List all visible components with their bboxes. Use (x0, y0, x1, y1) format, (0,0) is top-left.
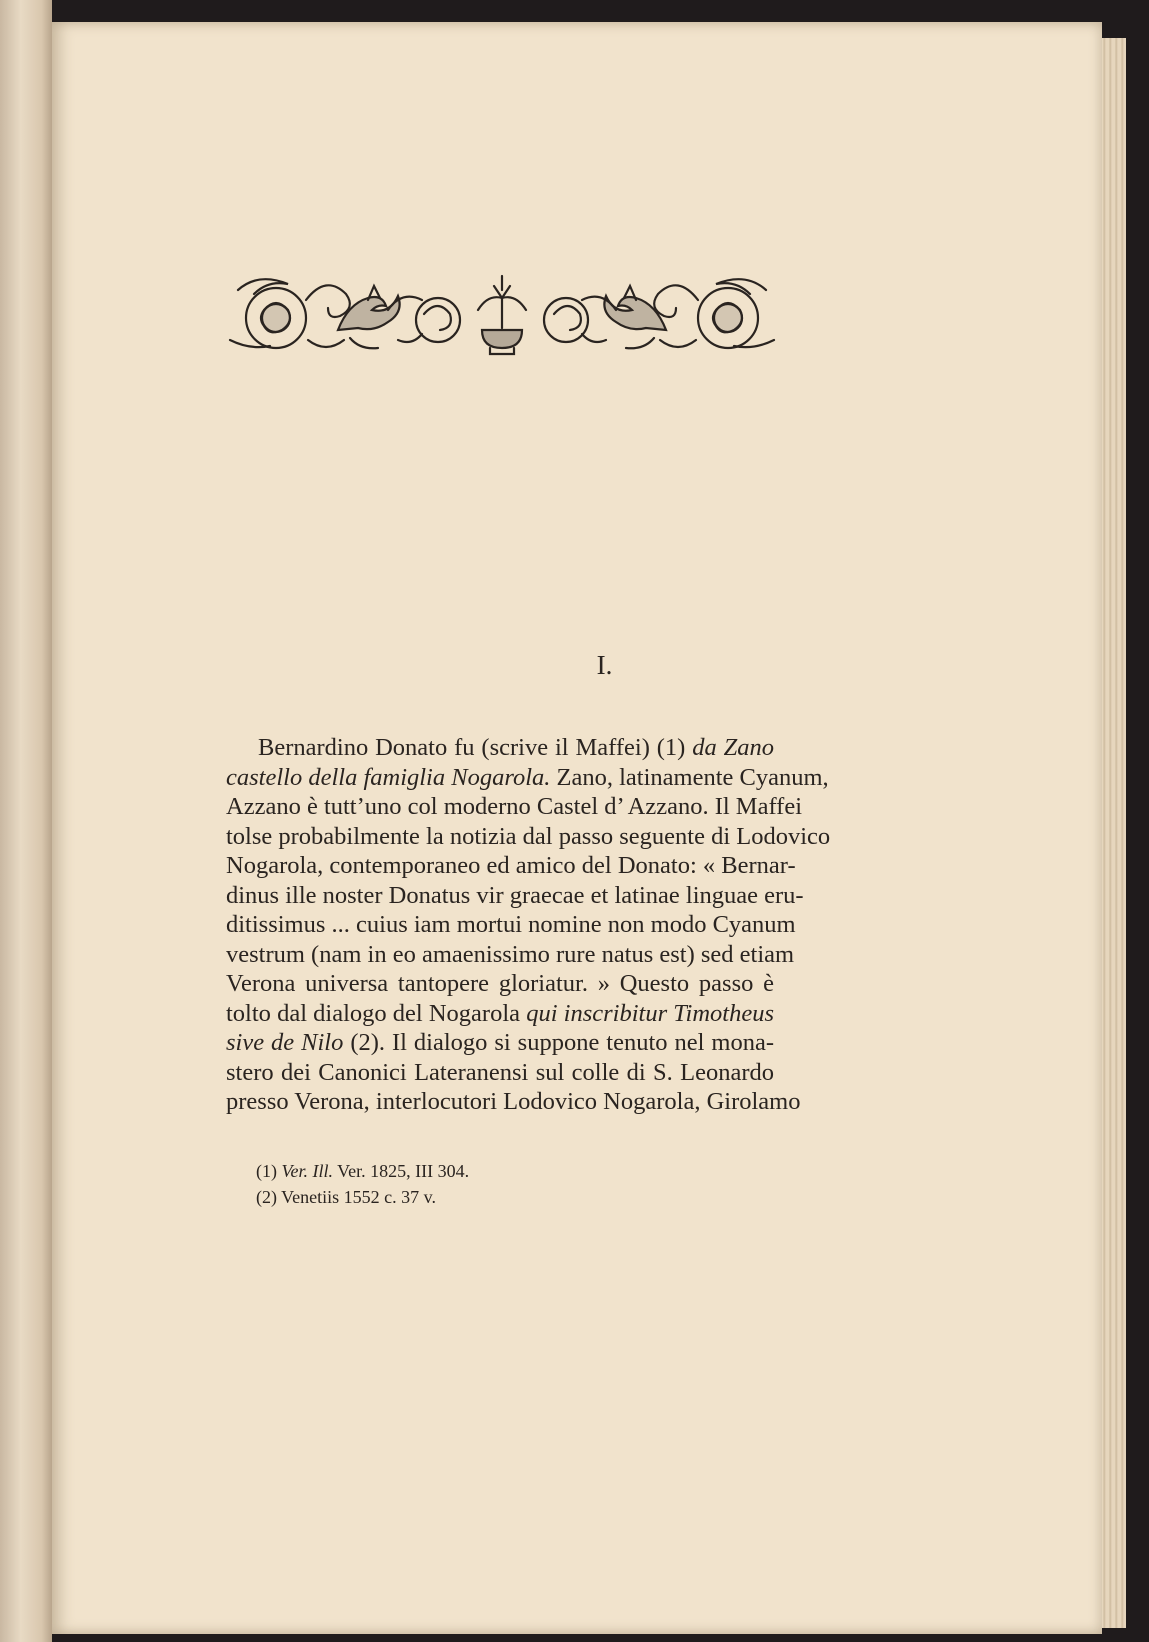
text-line: Bernardino Donato fu (scrive il Maffei) (1) da Zano (258, 734, 774, 761)
text-line: castello della famiglia Nogarola. Zano, latinamente Cyanum, (226, 763, 829, 791)
text-line: presso Verona, interlocutori Lodovico Nogarola, Girolamo (226, 1088, 801, 1115)
text-line: Nogarola, contemporaneo ed amico del Donato: « Bernar- (226, 852, 796, 879)
body-text (226, 733, 831, 1117)
text-line: ditissimus ... cuius iam mortui nomine non modo Cyanum (226, 911, 796, 938)
footnote-1: (1) Ver. Ill. Ver. 1825, III 304. (256, 1161, 470, 1181)
text-line: vestrum (nam in eo amaenissimo rure natus est) sed etiam (226, 940, 795, 968)
chapter-number: I. (596, 650, 613, 680)
footnotes (256, 1158, 756, 1210)
text-line: Verona universa tantopere gloriatur. » Questo passo è (226, 970, 774, 997)
text-line: Azzano è tutt’uno col moderno Castel d’ Azzano. Il Maffei (226, 793, 803, 820)
book-spine (0, 0, 52, 1642)
page-edges (1100, 38, 1126, 1628)
text-line: stero dei Canonici Lateranensi sul colle di S. Leonardo (226, 1058, 774, 1086)
footnote-2: (2) Venetiis 1552 c. 37 v. (256, 1187, 436, 1207)
text-line: tolto dal dialogo del Nogarola qui inscribitur Timotheus (226, 999, 774, 1027)
floral-bird-urn-ornament (228, 270, 776, 358)
text-line: dinus ille noster Donatus vir graecae et latinae linguae eru- (226, 881, 804, 909)
text-line: sive de Nilo (2). Il dialogo si suppone tenuto nel mona- (226, 1029, 775, 1056)
text-line: tolse probabilmente la notizia dal passo seguente di Lodovico (226, 822, 831, 850)
